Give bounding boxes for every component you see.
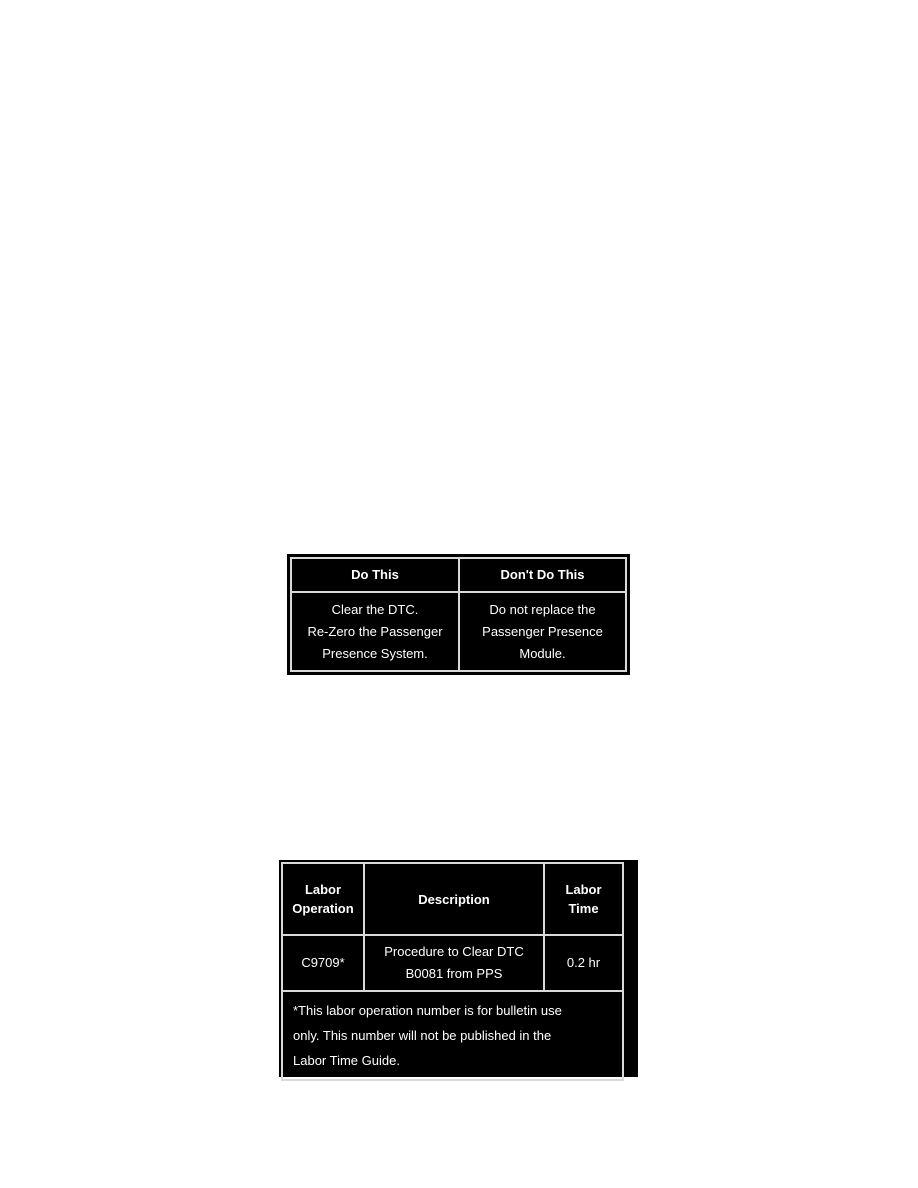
note-line-1: *This labor operation number is for bulletin use: [293, 1003, 562, 1018]
do-dont-table: [290, 557, 627, 672]
labor-data-row: [282, 935, 623, 991]
description-cell: [364, 935, 544, 991]
labor-operation-cell: C9709*: [282, 935, 364, 991]
do-dont-content-row: [291, 592, 626, 671]
dont-line-2: Passenger Presence: [482, 623, 603, 639]
description-header: Description: [364, 863, 544, 935]
do-line-3: Presence System.: [322, 645, 428, 661]
labor-table: [281, 862, 624, 1081]
note-line-3: Labor Time Guide.: [293, 1053, 400, 1068]
description-line-1: Procedure to Clear DTC: [384, 944, 524, 959]
labor-header-row: [282, 863, 623, 935]
do-line-2: Re-Zero the Passenger: [307, 623, 443, 639]
dont-line-3: Module.: [519, 645, 566, 661]
do-dont-table-panel: [287, 554, 630, 675]
do-dont-header-row: [291, 558, 626, 592]
do-this-header: Do This: [291, 558, 459, 592]
dont-do-this-header: Don't Do This: [459, 558, 626, 592]
dont-do-this-cell: [459, 592, 626, 671]
labor-note-cell: [282, 991, 623, 1080]
do-line-1: Clear the DTC.: [331, 601, 419, 617]
labor-operation-header: Labor Operation: [282, 863, 364, 935]
labor-note-row: [282, 991, 623, 1080]
dont-line-1: Do not replace the: [489, 601, 596, 617]
labor-table-panel: [279, 860, 638, 1077]
note-line-2: only. This number will not be published in the: [293, 1028, 552, 1043]
do-this-cell: [291, 592, 459, 671]
labor-time-cell: 0.2 hr: [544, 935, 623, 991]
description-line-2: B0081 from PPS: [405, 966, 503, 981]
labor-time-header: Labor Time: [544, 863, 623, 935]
